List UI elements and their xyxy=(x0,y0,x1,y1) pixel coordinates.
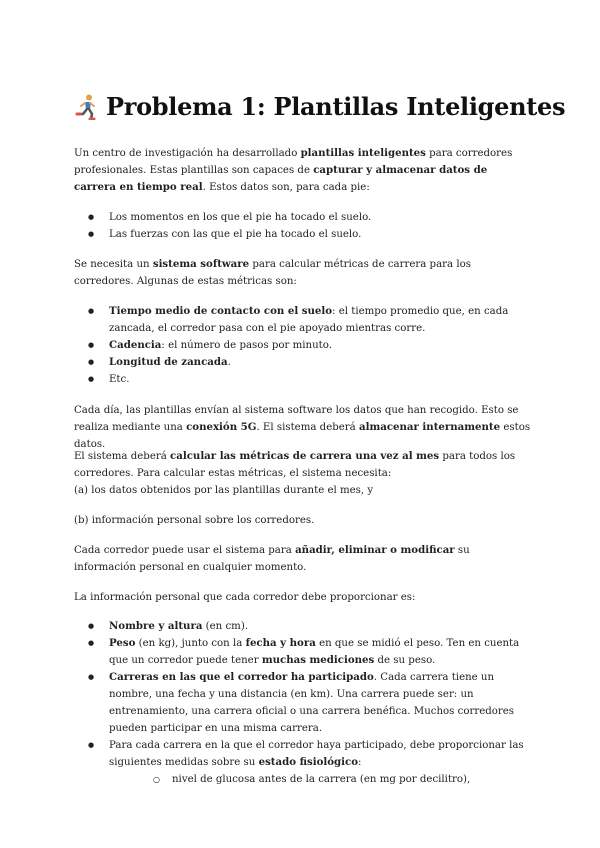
list-item: ● Longitud de zancada. xyxy=(74,354,532,371)
list-item: ● Las fuerzas con las que el pie ha tocado el suelo. xyxy=(74,226,532,243)
list-item: ● Para cada carrera en la que el corredor haya participado, debe proporcionar las siguientes medidas sobre su estado fisiológico: ○ nivel de glucosa antes de la carrera (en mg por decilitro), xyxy=(74,737,532,788)
paragraph-daily: Cada día, las plantillas envían al sistema software los datos que han recogido. Esto se realiza mediante una conexión 5G. El sistema deberá almacenar internamente estos datos. xyxy=(74,405,531,450)
sublist-item: ○ nivel de glucosa antes de la carrera (en mg por decilitro), xyxy=(109,771,532,788)
paragraph-intro: Un centro de investigación ha desarrollado plantillas inteligentes para corredores profesionales. Estas plantillas son capaces de capturar y almacenar datos de carrera en tiempo real. Estos datos son, para cada pie: xyxy=(74,147,513,193)
paragraph-monthly: El sistema deberá calcular las métricas de carrera una vez al mes para todos los corredores. Para calcular estas métricas, el sistema necesita: (a) los datos obtenidos por las plantillas durante el mes, y xyxy=(74,450,516,496)
page-title xyxy=(74,92,565,121)
list-item: ● Etc. xyxy=(74,371,532,388)
list-personal-info xyxy=(74,618,532,788)
list-item: ● Los momentos en los que el pie ha tocado el suelo. xyxy=(74,209,532,226)
list-item: ● Cadencia: el número de pasos por minuto. xyxy=(74,337,532,354)
list-item: ● Peso (en kg), junto con la fecha y hora en que se midió el peso. Ten en cuenta que un corredor puede tener muchas mediciones de su peso. xyxy=(74,635,532,669)
paragraph-software: Se necesita un sistema software para calcular métricas de carrera para los corredores. Algunas de estas métricas son: xyxy=(74,258,471,287)
page-title-text: Problema 1: Plantillas Inteligentes xyxy=(106,92,566,121)
list-item: ● Nombre y altura (en cm). xyxy=(74,618,532,635)
list-metrics xyxy=(74,303,532,388)
runner-icon xyxy=(74,94,98,120)
list-item: ● Carreras en las que el corredor ha participado. Cada carrera tiene un nombre, una fecha y una distancia (en km). Una carrera puede ser: un entrenamiento, una carrera oficial o una carrera benéfica. Muchos corredores pueden participar en una misma carrera. xyxy=(74,669,532,737)
paragraph-modify: Cada corredor puede usar el sistema para añadir, eliminar o modificar su información personal en cualquier momento. xyxy=(74,544,470,573)
paragraph-required-info: La información personal que cada corredor debe proporcionar es: xyxy=(74,592,416,603)
list-item: ● Tiempo medio de contacto con el suelo: el tiempo promedio que, en cada zancada, el corredor pasa con el pie apoyado mientras corre. xyxy=(74,303,532,337)
sublist-physiological xyxy=(109,771,532,788)
list-foot-data xyxy=(74,209,532,243)
paragraph-personal-info: (b) información personal sobre los corredores. xyxy=(74,515,315,526)
